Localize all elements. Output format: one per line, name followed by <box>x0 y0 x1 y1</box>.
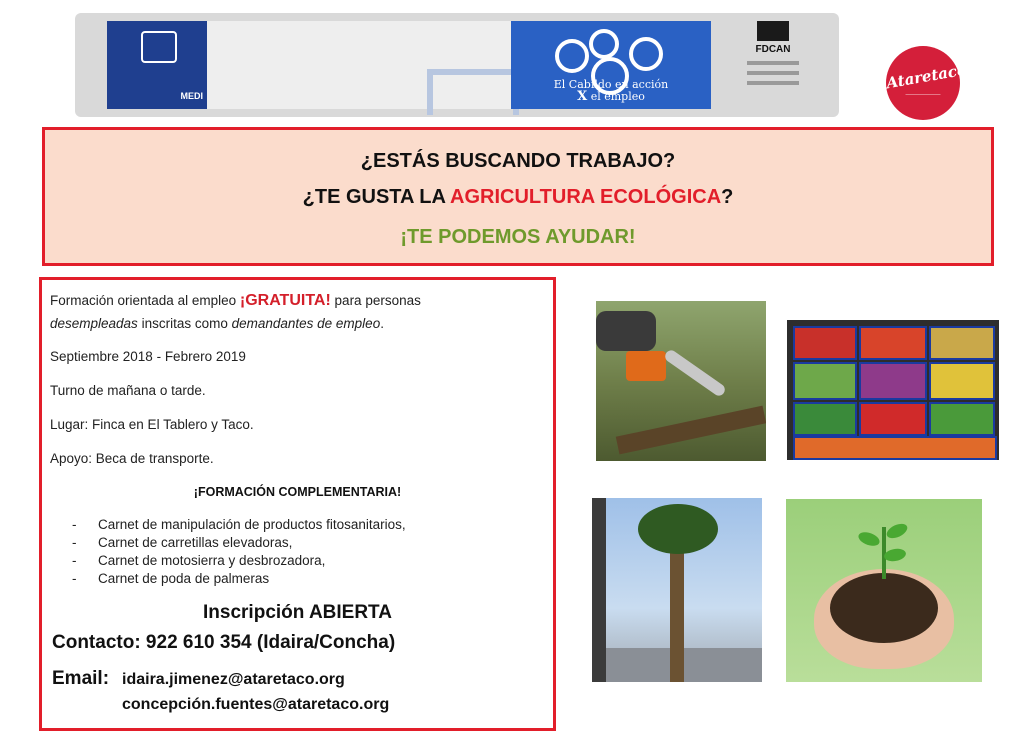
lettuce-crate <box>793 362 857 400</box>
palm-crown <box>638 504 718 554</box>
potato-crate <box>929 326 995 360</box>
bullet-dash: - <box>72 517 77 532</box>
list-item-text: Carnet de motosierra y desbrozadora, <box>98 553 326 568</box>
apoyo-text: Apoyo: Beca de transporte. <box>50 451 214 466</box>
watermark-icon <box>427 69 519 115</box>
fine-print <box>747 81 799 85</box>
headline-line2-pre: ¿TE GUSTA LA <box>302 186 451 208</box>
logo-tagline: ——————— <box>905 92 941 98</box>
greens-crate <box>929 402 995 436</box>
email-link-concepcion[interactable]: concepción.fuentes@ataretaco.org <box>122 696 390 713</box>
slogan-line1: El Cabildo en acción <box>553 78 669 91</box>
info-box <box>39 277 556 731</box>
email-link-idaira[interactable]: idaira.jimenez@ataretaco.org <box>122 671 345 688</box>
headline-line2-highlight: AGRICULTURA ECOLÓGICA <box>450 186 722 208</box>
gratuita-text: ¡GRATUITA! <box>239 292 331 309</box>
vegetables-photo <box>787 320 999 460</box>
formacion2-end: . <box>380 316 384 331</box>
ataretaco-logo <box>884 46 969 120</box>
contact-phone: Contacto: 922 610 354 (Idaira/Concha) <box>52 632 396 653</box>
gear-icon <box>629 37 663 71</box>
pepper-crate <box>859 402 927 436</box>
fdcan-name: FDCAN <box>755 44 791 55</box>
building <box>592 498 606 682</box>
palm-trunk <box>670 538 684 682</box>
formacion-line2 <box>50 316 384 331</box>
bullet-dash: - <box>72 553 77 568</box>
carnet-list <box>72 516 406 588</box>
demandantes-text: demandantes de empleo <box>231 316 381 331</box>
sponsor-banner <box>75 13 839 117</box>
seedling-hands-photo <box>786 499 982 682</box>
list-item <box>72 534 406 552</box>
bean-crate <box>793 402 857 436</box>
slogan-line2 <box>511 91 711 103</box>
logo-wordmark: Ataretaco <box>884 60 969 93</box>
lugar-text: Lugar: Finca en El Tablero y Taco. <box>50 417 254 432</box>
worker-arm <box>596 311 656 351</box>
turno-text: Turno de mañana o tarde. <box>50 383 206 398</box>
formacion-pre: Formación orientada al empleo <box>50 293 240 308</box>
list-item <box>72 570 406 588</box>
eggplant-crate <box>859 362 927 400</box>
crest-icon <box>141 31 177 63</box>
formacion-line1 <box>50 292 421 310</box>
banner-middle <box>207 21 511 109</box>
saw-blade <box>663 348 727 398</box>
formacion-post: para personas <box>330 293 421 308</box>
list-item <box>72 516 406 534</box>
inscripcion-text: Inscripción ABIERTA <box>203 602 392 623</box>
list-item-text: Carnet de manipulación de productos fitosanitarios, <box>98 517 406 532</box>
fechas-text: Septiembre 2018 - Febrero 2019 <box>50 349 246 364</box>
gear-icon <box>589 29 619 59</box>
headline-line3: ¡TE PODEMOS AYUDAR! <box>400 226 636 248</box>
fdcan-mark-icon <box>757 21 789 41</box>
tomato-crate <box>793 326 857 360</box>
formacion2-mid: inscritas como <box>137 316 232 331</box>
tomato-crate <box>859 326 927 360</box>
chainsaw-photo <box>596 301 766 461</box>
complementaria-title: ¡FORMACIÓN COMPLEMENTARIA! <box>193 485 402 499</box>
bullet-dash: - <box>72 571 77 586</box>
cabildo-empleo-logo <box>511 21 711 109</box>
leaf-icon <box>884 521 909 541</box>
log <box>616 406 766 455</box>
headline-line2-post: ? <box>721 186 734 208</box>
pepper-crate <box>929 362 995 400</box>
desempleadas-text: desempleadas <box>50 316 138 331</box>
slogan-x: X <box>577 89 588 104</box>
fine-print <box>747 71 799 75</box>
fine-print <box>747 61 799 65</box>
leaf-icon <box>883 547 907 563</box>
slogan-line2-text: el empleo <box>590 90 645 103</box>
palm-tree-photo <box>592 498 762 682</box>
fdcan-logo <box>743 21 803 109</box>
slogan <box>511 79 711 103</box>
list-item <box>72 552 406 570</box>
email-label: Email: <box>52 668 110 689</box>
leaf-icon <box>857 530 882 549</box>
medi-logo-text: MEDI <box>180 91 203 101</box>
headline-line1: ¿ESTÁS BUSCANDO TRABAJO? <box>360 150 676 172</box>
orange-crate <box>793 436 997 460</box>
gear-icon <box>555 39 589 73</box>
soil <box>830 573 938 643</box>
list-item-text: Carnet de carretillas elevadoras, <box>98 535 293 550</box>
chainsaw-icon <box>626 351 666 381</box>
list-item-text: Carnet de poda de palmeras <box>98 571 270 586</box>
headline-line2 <box>45 186 991 209</box>
cabildo-logo <box>107 21 207 109</box>
headline-box <box>42 127 994 266</box>
bullet-dash: - <box>72 535 77 550</box>
